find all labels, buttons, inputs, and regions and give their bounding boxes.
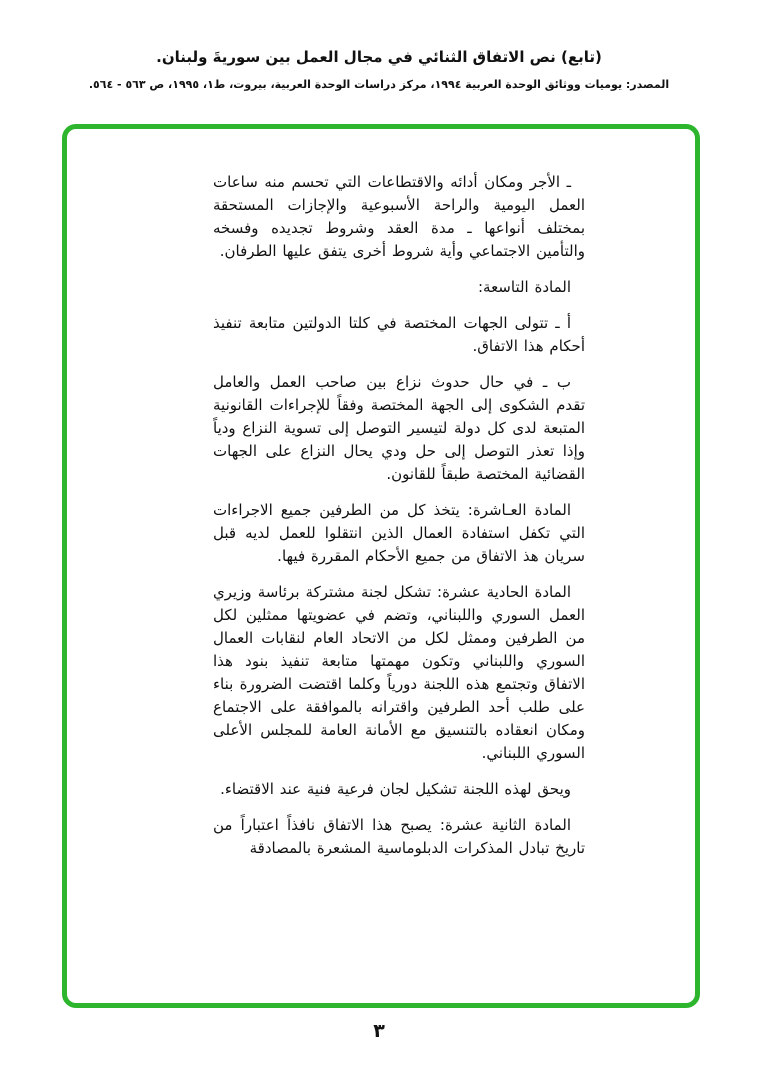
paragraph: أ ـ تتولى الجهات المختصة في كلتا الدولتين متابعة تنفيذ أحكام هذا الاتفاق.	[213, 314, 585, 355]
source-line: المصدر: يوميات ووثائق الوحدة العربية ١٩٩٤، مركز دراسات الوحدة العربية، بيروت، ط١، ١٩٩٥، ص ٥٦٣ - ٥٦٤.	[88, 78, 670, 91]
paragraph: المادة الثانية عشرة: يصبح هذا الاتفاق نافذاً اعتباراً من تاريخ تبادل المذكرات الدبلوماسية المشعرة بالمصادقة	[213, 816, 585, 857]
content-frame	[62, 124, 700, 1008]
page-number: ٣	[373, 1020, 385, 1042]
paragraph: ـ الأجر ومكان أدائه والاقتطاعات التي تحسم منه ساعات العمل اليومية والراحة الأسبوعية والإجازات المستحقة بمختلف أنواعها ـ مدة العقد وشروط تجديده وفسخه والتأمين الاجتماعي وأية شروط أخرى يتفق عليها الطرفان.	[213, 173, 585, 260]
article-heading: المادة التاسعة:	[477, 278, 571, 296]
paragraph: ب ـ في حال حدوث نزاع بين صاحب العمل والعامل تقدم الشكوى إلى الجهة المختصة وفقاً للإجراءات القانونية المتبعة لدى كل دولة لتيسير التوصل إلى تسوية النزاع ودياً وإذا تعذر التوصل إلى حل ودي يحال النزاع على الجهات القضائية المختصة طبقاً للقانون.	[213, 373, 585, 483]
document-body	[67, 129, 695, 860]
document-title: (تابع) نص الاتفاق الثنائي في مجال العمل بين سوريةَ ولبنان.	[156, 48, 602, 66]
paragraph: ويحق لهذه اللجنة تشكيل لجان فرعية فنية عند الاقتضاء.	[220, 780, 571, 798]
paragraph: المادة الحادية عشرة: تشكل لجنة مشتركة برئاسة وزيري العمل السوري واللبناني، وتضم في عضويتها ممثلين لكل من الطرفين وممثل لكل من الاتحاد العام لنقابات العمال السوري واللبناني وتكون مهمتها متابعة تنفيذ بنود هذا الاتفاق وتجتمع هذه اللجنة دورياً وكلما اقتضت الضرورة بناء على طلب أحد الطرفين واقترانه بالموافقة على الاجتماع ومكان انعقاده بالتنسيق مع الأمانة العامة للمجلس الأعلى السوري اللبناني.	[213, 583, 585, 762]
page-header	[0, 0, 758, 91]
paragraph: المادة العـاشرة: يتخذ كل من الطرفين جميع الاجراءات التي تكفل استفادة العمال الذين انتقلوا للعمل لديه قبل سريان هذ الاتفاق من جميع الأحكام المقررة فيها.	[213, 501, 585, 565]
